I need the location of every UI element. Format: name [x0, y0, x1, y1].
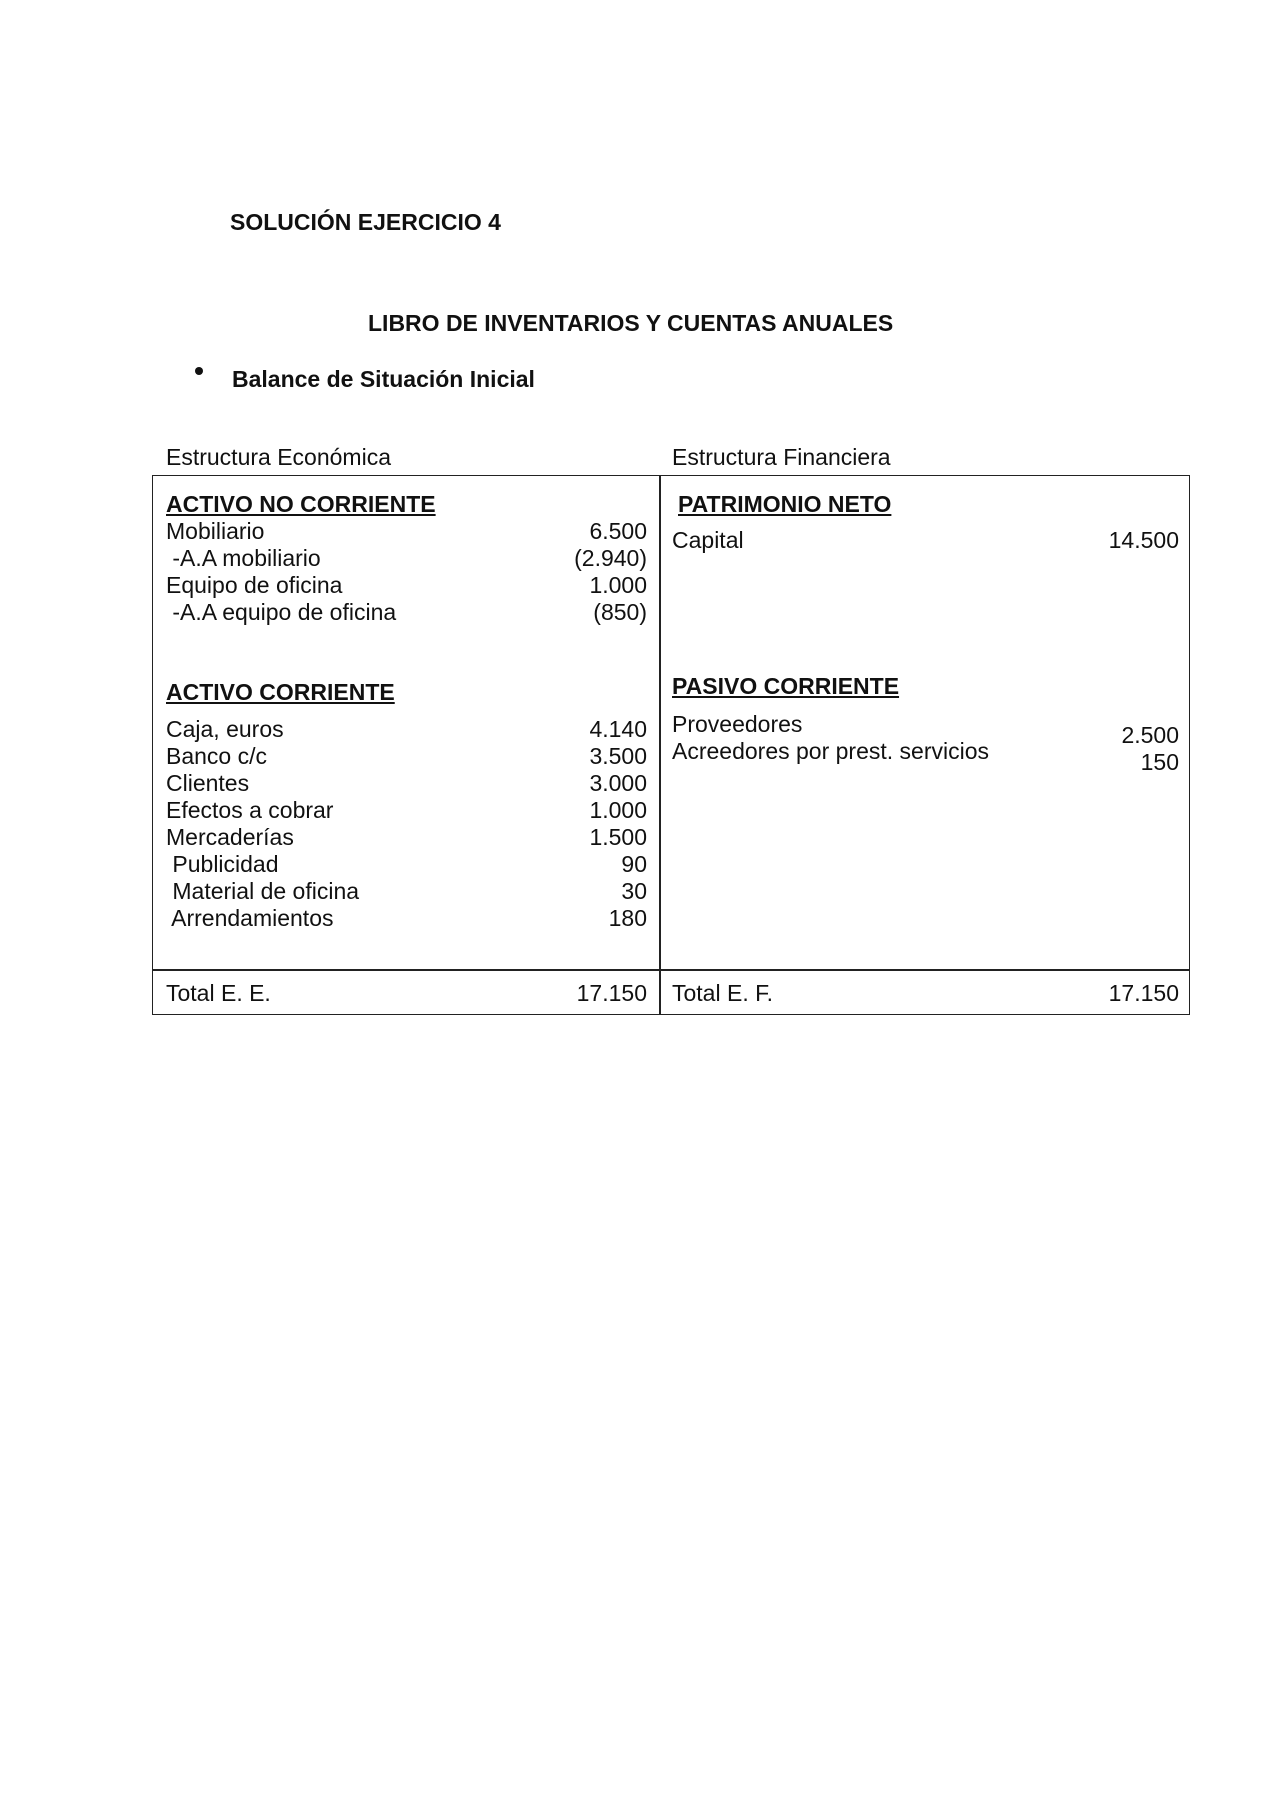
- asset-value: 1.000: [589, 797, 647, 823]
- equity-value: 14.500: [1108, 527, 1179, 553]
- column-divider: [659, 475, 661, 1015]
- liability-value: 2.500: [1121, 722, 1179, 748]
- asset-label: Material de oficina: [166, 878, 360, 904]
- total-economic-value: 17.150: [576, 980, 647, 1006]
- asset-label: Caja, euros: [166, 716, 284, 742]
- total-financial-label: Total E. F.: [672, 980, 773, 1006]
- current-assets-title: ACTIVO CORRIENTE: [166, 679, 395, 705]
- liability-label: Acreedores por prest. servicios: [672, 738, 990, 764]
- bullet-dot-icon: [195, 367, 203, 375]
- current-liabilities-title: PASIVO CORRIENTE: [672, 673, 900, 699]
- asset-label: Mobiliario: [166, 518, 265, 544]
- solution-title: SOLUCIÓN EJERCICIO 4: [230, 209, 501, 235]
- asset-label: -A.A mobiliario: [166, 545, 321, 571]
- asset-value: (2.940): [574, 545, 647, 571]
- left-column-heading: Estructura Económica: [166, 444, 391, 470]
- balance-subtitle: Balance de Situación Inicial: [232, 366, 535, 392]
- asset-value: 180: [608, 905, 647, 931]
- asset-value: 3.000: [589, 770, 647, 796]
- liability-value: 150: [1140, 749, 1179, 775]
- book-title: LIBRO DE INVENTARIOS Y CUENTAS ANUALES: [368, 310, 894, 336]
- non-current-assets-title: ACTIVO NO CORRIENTE: [166, 491, 436, 517]
- asset-value: 30: [621, 878, 647, 904]
- asset-label: Equipo de oficina: [166, 572, 343, 598]
- asset-label: Clientes: [166, 770, 250, 796]
- asset-value: 1.500: [589, 824, 647, 850]
- asset-label: Efectos a cobrar: [166, 797, 334, 823]
- asset-value: 4.140: [589, 716, 647, 742]
- total-divider: [152, 969, 1190, 971]
- asset-label: Arrendamientos: [166, 905, 334, 931]
- right-column-heading: Estructura Financiera: [672, 444, 891, 470]
- liability-label: Proveedores: [672, 711, 803, 737]
- asset-label: -A.A equipo de oficina: [166, 599, 397, 625]
- asset-value: 1.000: [589, 572, 647, 598]
- asset-value: 6.500: [589, 518, 647, 544]
- equity-label: Capital: [672, 527, 744, 553]
- asset-label: Publicidad: [166, 851, 279, 877]
- asset-value: (850): [593, 599, 647, 625]
- asset-value: 90: [621, 851, 647, 877]
- asset-label: Banco c/c: [166, 743, 267, 769]
- total-economic-label: Total E. E.: [166, 980, 271, 1006]
- equity-title: PATRIMONIO NETO: [678, 491, 892, 517]
- asset-value: 3.500: [589, 743, 647, 769]
- asset-label: Mercaderías: [166, 824, 294, 850]
- total-financial-value: 17.150: [1108, 980, 1179, 1006]
